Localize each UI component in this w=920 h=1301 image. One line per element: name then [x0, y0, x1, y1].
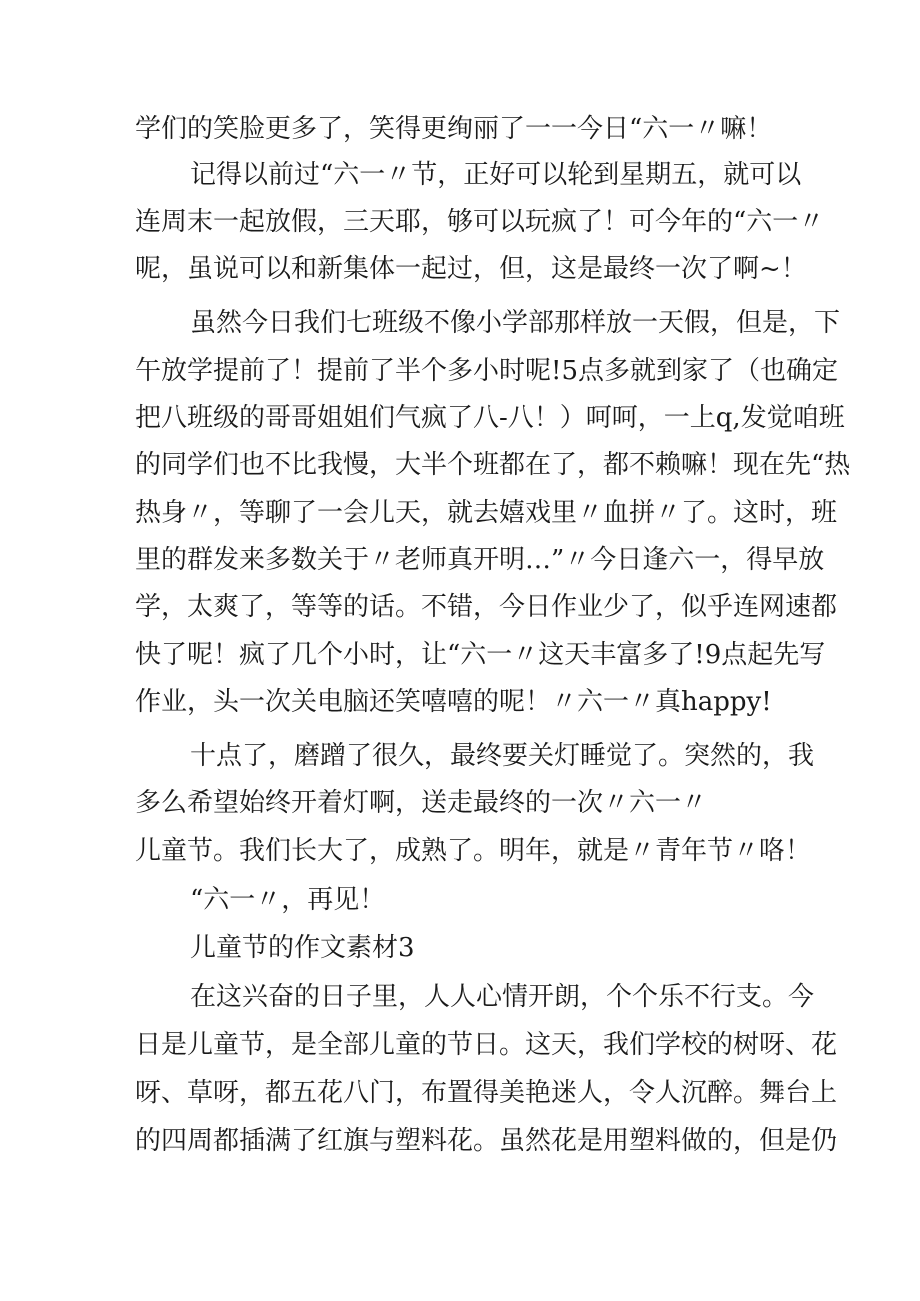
text-line-12: 快了呢！疯了几个小时，让“六一〃这天丰富多了!9点起先写	[135, 640, 826, 670]
section-heading: 儿童节的作文素材3	[190, 933, 415, 963]
text-line-11: 学，太爽了，等等的话。不错，今日作业少了，似乎连网速都	[135, 592, 838, 622]
text-line-10: 里的群发来多数关于〃老师真开明…”〃今日逢六一，得早放	[135, 545, 825, 575]
text-line-22: 的四周都插满了红旗与塑料花。虽然花是用塑料做的，但是仍	[135, 1126, 838, 1156]
text-line-8: 的同学们也不比我慢，大半个班都在了，都不赖嘛！现在先“热	[135, 450, 851, 480]
text-line-5: 虽然今日我们七班级不像小学部那样放一天假，但是，下	[190, 308, 841, 338]
text-line-20: 日是儿童节，是全部儿童的节日。这天，我们学校的树呀、花	[135, 1030, 838, 1060]
text-line-9: 热身〃，等聊了一会儿天，就去嬉戏里〃血拼〃了。这时，班	[135, 498, 838, 528]
text-line-4: 呢，虽说可以和新集体一起过，但，这是最终一次了啊~！	[135, 254, 807, 284]
text-line-21: 呀、草呀，都五花八门，布置得美艳迷人，令人沉醉。舞台上	[135, 1078, 838, 1108]
text-line-2: 记得以前过“六一〃节，正好可以轮到星期五，就可以	[190, 160, 802, 190]
text-line-16: 儿童节。我们长大了，成熟了。明年，就是〃青年节〃咯！	[135, 836, 812, 866]
text-line-3: 连周末一起放假，三天耶，够可以玩疯了！可今年的“六一〃	[135, 207, 825, 237]
text-line-17: “六一〃，再见！	[190, 885, 386, 915]
text-line-7: 把八班级的哥哥姐姐们气疯了八-八！）呵呵，一上q,发觉咱班	[135, 403, 845, 433]
text-line-19: 在这兴奋的日子里，人人心情开朗，个个乐不行支。今	[190, 982, 815, 1012]
text-line-14: 十点了，磨蹭了很久，最终要关灯睡觉了。突然的，我	[190, 741, 815, 771]
text-line-6: 午放学提前了！提前了半个多小时呢!5点多就到家了（也确定	[135, 356, 838, 386]
text-line-13: 作业，头一次关电脑还笑嘻嘻的呢！〃六一〃真happy!	[135, 687, 772, 717]
text-line-1: 学们的笑脸更多了，笑得更绚丽了一一今日“六一〃嘛！	[135, 114, 773, 144]
text-line-15: 多么希望始终开着灯啊，送走最终的一次〃六一〃	[135, 788, 708, 818]
